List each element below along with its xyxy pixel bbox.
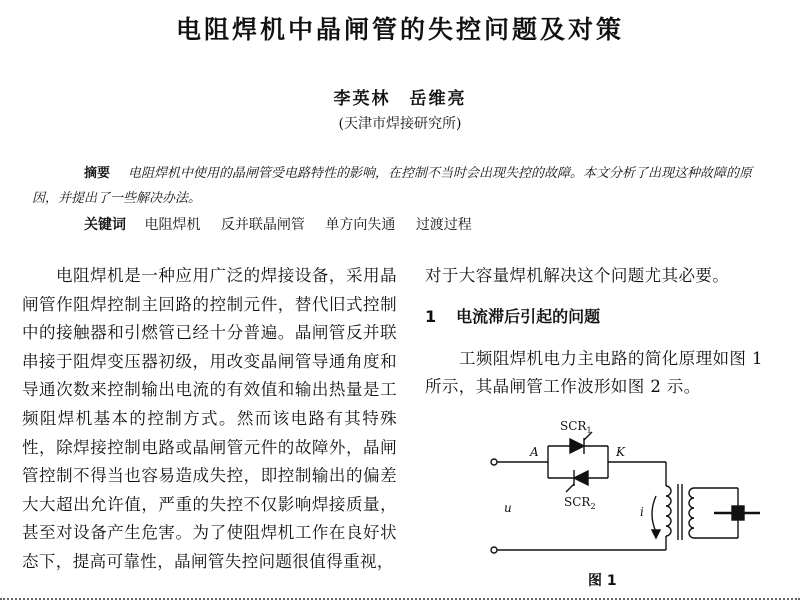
current-arrow [652,530,660,538]
abstract-text: 电阻焊机中使用的晶闸管受电路特性的影响，在控制不当时会出现失控的故障。本文分析了出现这种故障的原因，并提出了一些解决办法。 [32,166,753,206]
keyword: 电阻焊机 [144,217,201,233]
paper-title: 电阻焊机中晶闸管的失控问题及对策 [175,15,624,44]
circuit-diagram [470,410,770,590]
scr2-diode [574,471,588,485]
voltage-label: u [504,501,512,515]
node-k-label: K [616,445,625,459]
terminal-bottom [491,547,497,553]
abstract-label: 摘要 [84,166,111,181]
body-right-paragraph-2: 工频阻焊机电力主电路的简化原理如图 1 所示，其晶闸管工作波形如图 2 示。 [425,349,763,396]
node-a-label: A [530,445,539,459]
circuit-figure [470,410,770,590]
body-right-paragraph-1: 对于大容量焊机解决这个问题尤其必要。 [425,266,730,285]
keyword: 单方向失通 [325,217,396,233]
current-label: i [640,505,644,519]
primary-coil [666,486,671,536]
scr2-gate [566,484,574,492]
scr1-diode [570,439,584,453]
section-title: 电流滞后引起的问题 [456,307,601,326]
affiliation: (天津市焊接研究所) [338,116,462,132]
scr2-label: $SCR_2$ [564,495,596,511]
section-number: 1 [425,307,437,326]
section-heading [425,304,600,327]
authors: 李英林 岳维亮 [333,89,467,109]
keyword: 反并联晶闸管 [220,217,305,233]
figure-caption: 图 1 [588,573,617,589]
current-arc [652,496,656,532]
page-divider [0,598,800,600]
body-left-column: 电阻焊机是一种应用广泛的焊接设备，采用晶闸管作阻焊控制主回路的控制元件，替代旧式控制中的接触器和引燃管已经十分普遍。晶闸管反并联串接于阻焊变压器初级，用改变晶闸管导通角度和导通次数来控制输出电流的有效值和输出热量是工频阻焊机基本的控制方式。然而该电路有其特殊性，除焊接控制电路或晶闸管元件的故障外，晶闸管控制不得当也容易造成失控，即控制输出的偏差大大超出允许值，严重的失控不仅影响焊接质量，甚至对设备产生危害。为了使阻焊机工作在良好状态下，提高可靠性，晶闸管失控问题很值得重视， [22,266,397,571]
keywords-label: 关键词 [84,217,126,233]
abstract [32,161,767,211]
secondary-coil [689,488,694,538]
keyword: 过渡过程 [415,217,472,233]
keywords [84,214,488,234]
terminal-top [491,459,497,465]
scr1-label: $SCR_1$ [560,419,592,435]
